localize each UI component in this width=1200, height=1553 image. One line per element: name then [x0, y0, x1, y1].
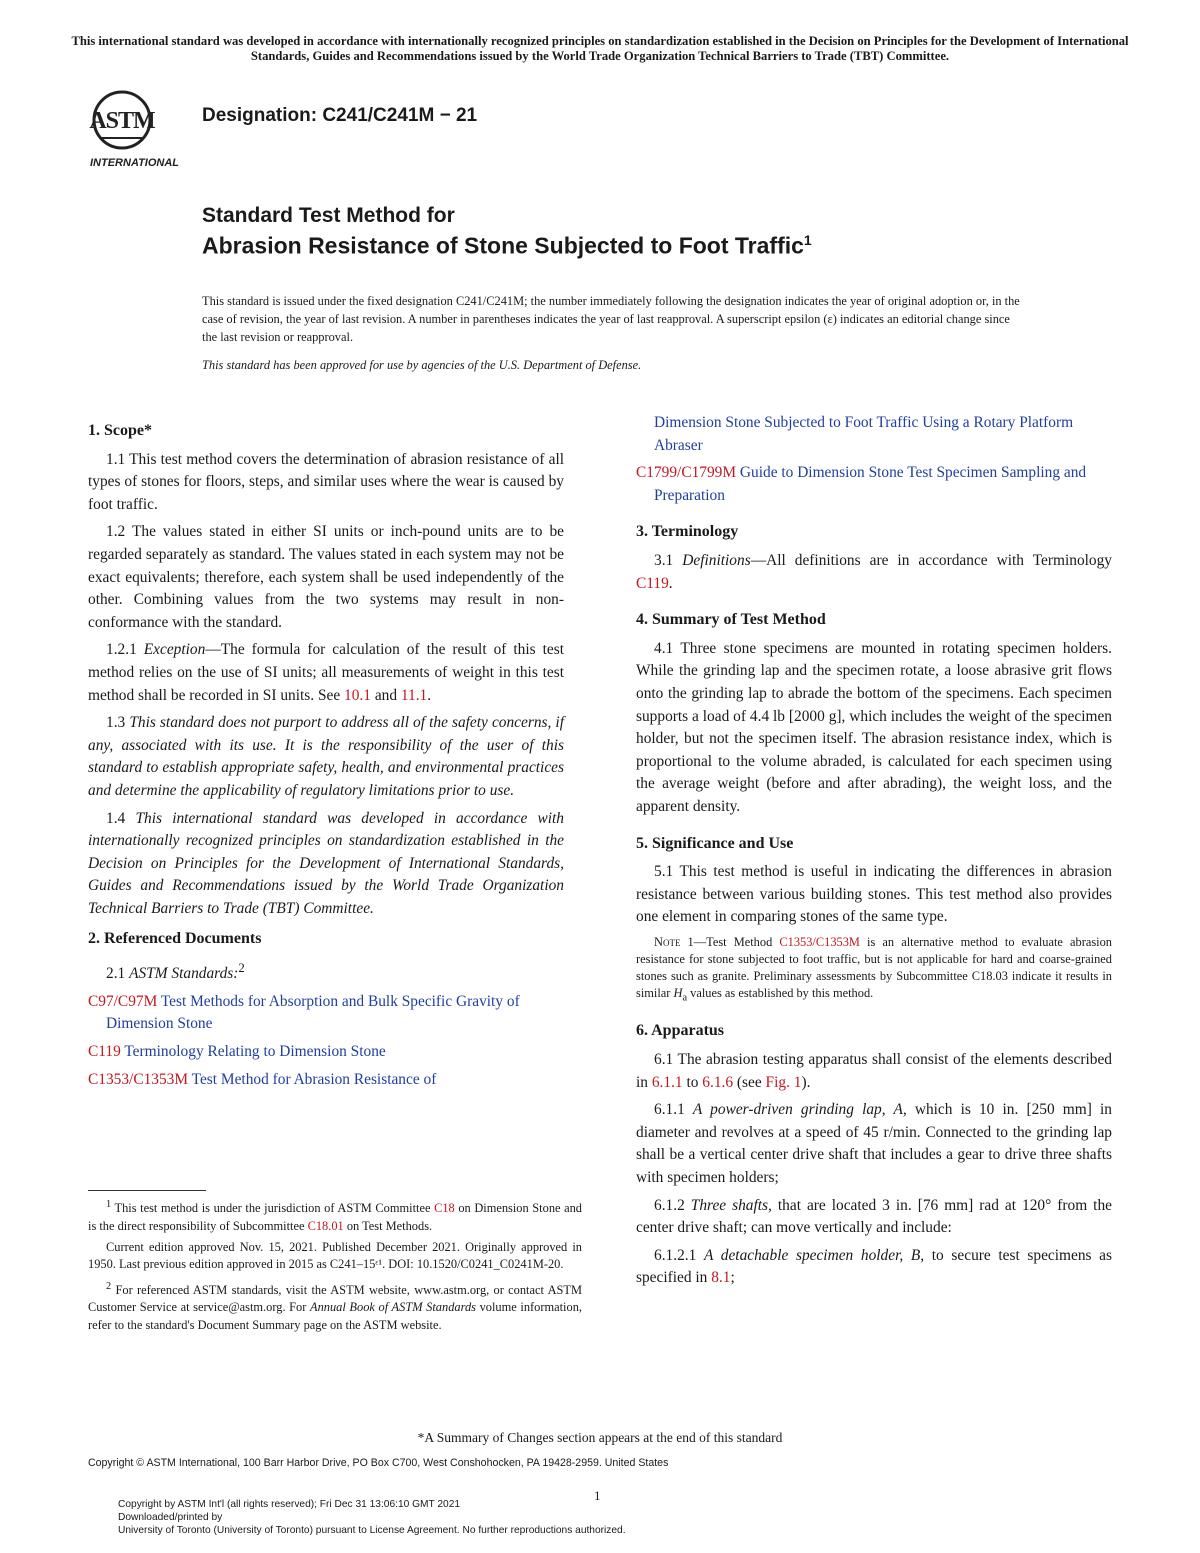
license-line-1: Copyright by ASTM Int'l (all rights reserved); Fri Dec 31 13:06:10 GMT 2021	[118, 1499, 461, 1510]
ref-entry-c119[interactable]: C119 Terminology Relating to Dimension Stone	[88, 1042, 386, 1060]
ref-link-11-1[interactable]: 11.1	[400, 686, 428, 704]
para-6-1-2: 6.1.2 Three shafts, that are located 3 in. [76 mm] rad at 120° from the center drive shaft; can move vertically and include:	[636, 1196, 1112, 1237]
page-number: 1	[594, 1488, 601, 1503]
para-2-1: 2.1 ASTM Standards:$^2$	[106, 961, 245, 983]
para-6-1-1: 6.1.1 A power-driven grinding lap, A, which is 10 in. [250 mm] in diameter and revolves at a speed of 45 r/min. Connected to the grinding lap shall be a vertical center drive shaft that includes a gear to drive three shafts with specimen holders;	[636, 1101, 1112, 1186]
license-block	[118, 1498, 626, 1538]
title-line-2: Abrasion Resistance of Stone Subjected to Foot Traffic$^1$	[202, 232, 812, 259]
footnotes	[88, 1196, 582, 1338]
section-6-heading: 6. Apparatus	[636, 1022, 725, 1040]
license-line-3: University of Toronto (University of Toronto) pursuant to License Agreement. No further reproductions authorized.	[118, 1525, 626, 1537]
note-1: Note 1—Test Method C1353/C1353M is an alternative method to evaluate abrasion resistance for stone subjected to foot traffic, but is not applicable for hard and coarse-grained stones such as granite. Preliminary assessments by Subcommittee C18.03 indicate it results in similar $H_a$ values as established by this method.	[636, 934, 1112, 1004]
ref-link-8-1[interactable]: 8.1	[711, 1269, 731, 1287]
right-column	[636, 412, 1112, 1295]
ref-link-c1353[interactable]: C1353/C1353M	[779, 934, 860, 949]
footnote-rule	[88, 1190, 206, 1191]
svg-text:INTERNATIONAL: INTERNATIONAL	[90, 157, 180, 169]
ref-link-c18[interactable]: C18	[434, 1201, 455, 1216]
ref-link-c18-01[interactable]: C18.01	[307, 1218, 344, 1233]
svg-text:ASTM: ASTM	[89, 108, 155, 134]
ref-entry-c1353[interactable]: C1353/C1353M Test Method for Abrasion Resistance of	[88, 1070, 437, 1088]
copyright-line: Copyright © ASTM International, 100 Barr Harbor Drive, PO Box C700, West Conshohocken, PA 19428-2959. United States	[88, 1457, 669, 1469]
para-1-2-1: 1.2.1 Exception—The formula for calculation of the result of this test method relies on the use of SI units; all measurements of weight in this test method shall be recorded in SI units. See 10.1 and 11.1.	[88, 641, 564, 704]
para-1-4: 1.4 This international standard was developed in accordance with internationally recognized principles on standardization established in the Decision on Principles for the Development of International Standards, Guides and Recommendations issued by the World Trade Organization Technical Barriers to Trade (TBT) Committee.	[88, 809, 564, 917]
ref-link-10-1[interactable]: 10.1	[344, 686, 371, 704]
para-3-1: 3.1 Definitions—All definitions are in accordance with Terminology C119.	[636, 551, 1113, 592]
section-3-heading: 3. Terminology	[636, 523, 739, 541]
title-line-1: Standard Test Method for	[202, 204, 455, 227]
para-1-1: 1.1 This test method covers the determination of abrasion resistance of all types of stones for floors, steps, and similar uses where the wear is caused by foot traffic.	[88, 450, 564, 513]
footnote-1: $^1$ This test method is under the jurisdiction of ASTM Committee C18 on Dimension Stone and is the direct responsibility of Subcommittee C18.01 on Test Methods.	[88, 1199, 582, 1233]
section-2-heading: 2. Referenced Documents	[88, 930, 262, 948]
para-1-3: 1.3 This standard does not purport to address all of the safety concerns, if any, associated with its use. It is the responsibility of the user of this standard to establish appropriate safety, health, and environmental practices and determine the applicability of regulatory limitations prior to use.	[88, 714, 564, 799]
summary-of-changes-note: *A Summary of Changes section appears at the end of this standard	[417, 1430, 783, 1445]
footnote-2: $^2$ For referenced ASTM standards, visit the ASTM website, www.astm.org, or contact ASTM Customer Service at service@astm.org. For Annual Book of ASTM Standards volume information, refer to the standard's Document Summary page on the ASTM website.	[88, 1280, 582, 1332]
para-4-1: 4.1 Three stone specimens are mounted in rotating specimen holders. While the grinding lap and the specimen rotate, a loose abrasive grit flows onto the grinding lap to abrade the bottom of the specimens. Each specimen supports a load of 4.4 lb [2000 g], which includes the weight of the specimen holder, but not the specimen itself. The abrasion resistance index, which is proportional to the volume abraded, is calculated for each specimen using the average weight (before and after abrading), the weight loss, and the apparent density.	[636, 639, 1112, 815]
astm-logo	[88, 88, 188, 170]
ref-link-6-1-6[interactable]: 6.1.6	[702, 1073, 734, 1091]
license-line-2: Downloaded/printed by	[118, 1512, 223, 1524]
ref-entry-c1799[interactable]: C1799/C1799M Guide to Dimension Stone Test Specimen Sampling and Preparation	[636, 464, 1087, 504]
section-1-heading: 1. Scope*	[88, 422, 152, 439]
footnote-1-edition: Current edition approved Nov. 15, 2021. Published December 2021. Originally approved in 1950. Last previous edition approved in 2015 as C241–15ᵋ¹. DOI: 10.1520/C0241_C0241M-20.	[88, 1239, 582, 1272]
ref-entry-c97[interactable]: C97/C97M Test Methods for Absorption and Bulk Specific Gravity of Dimension Stone	[88, 992, 520, 1033]
issued-note: This standard is issued under the fixed designation C241/C241M; the number immediately following the designation indicates the year of original adoption or, in the case of revision, the year of last revision. A number in parentheses indicates the year of last reapproval. A superscript epsilon (ε) indicates an editorial change since the last revision or reapproval.	[202, 294, 1020, 344]
para-6-1: 6.1 The abrasion testing apparatus shall consist of the elements described in 6.1.1 to 6.1.6 (see Fig. 1).	[636, 1050, 1112, 1091]
ref-link-c119[interactable]: C119	[636, 574, 669, 592]
section-4-heading: 4. Summary of Test Method	[636, 611, 826, 629]
para-5-1: 5.1 This test method is useful in indicating the differences in abrasion resistance between various building stones. This test method also provides one element in comparing stones of the same type.	[636, 863, 1112, 926]
designation: Designation: C241/C241M − 21	[202, 105, 478, 126]
para-1-2: 1.2 The values stated in either SI units or inch-pound units are to be regarded separately as standard. The values stated in each system may not be exact equivalents; therefore, each system shall be used independently of the other. Combining values from the two systems may result in non-conformance with the standard.	[88, 523, 564, 631]
ref-link-fig-1[interactable]: Fig. 1	[765, 1073, 802, 1091]
ref-entry-c1353-cont[interactable]: Dimension Stone Subjected to Foot Traffic Using a Rotary Platform Abraser	[654, 414, 1074, 454]
section-5-heading: 5. Significance and Use	[636, 834, 794, 852]
dod-note: This standard has been approved for use by agencies of the U.S. Department of Defense.	[202, 358, 642, 372]
left-column	[88, 412, 564, 1096]
header-note: This international standard was developed in accordance with internationally recognized principles on standardization established in the Decision on Principles for the Development of International Standards, Guides and Recommendations issued by the World Trade Organization Technical Barriers to Trade (TBT) Committee.	[71, 34, 1129, 63]
para-6-1-2-1: 6.1.2.1 A detachable specimen holder, B, to secure test specimens as specified in 8.1;	[636, 1246, 1112, 1287]
ref-link-6-1-1[interactable]: 6.1.1	[651, 1073, 683, 1091]
